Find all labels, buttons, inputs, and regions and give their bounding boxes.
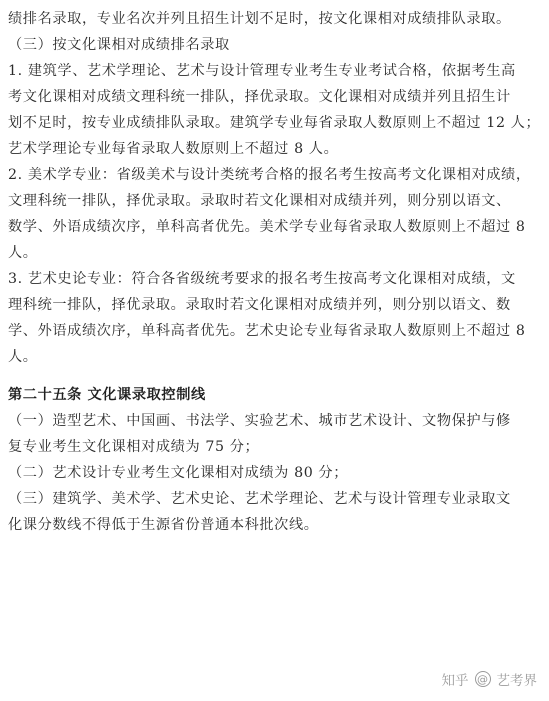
paragraph-line: 1. 建筑学、艺术学理论、艺术与设计管理专业考生专业考试合格，依据考生高 [8,63,516,79]
paragraph-line: 2. 美术学专业：省级美术与设计类统考合格的报名考生按高考文化课相对成绩， [8,167,531,183]
paragraph-line: 划不足时，按专业成绩排队录取。建筑学专业每省录取人数原则上不超过 12 人； [8,115,541,131]
paragraph-line: 人。 [8,349,38,365]
paragraph-line: 化课分数线不得低于生源省份普通本科批次线。 [8,517,319,533]
zhihu-watermark [442,669,538,689]
paragraph-line: （一）造型艺术、中国画、书法学、实验艺术、城市艺术设计、文物保护与修 [8,413,511,429]
paragraph-line: 数学、外语成绩次序，单科高者优先。美术学专业每省录取人数原则上不超过 8 [8,219,526,235]
subsection-heading: （三）按文化课相对成绩排名录取 [8,37,230,53]
watermark-author: 艺考界 [496,673,537,689]
paragraph-line: 艺术学理论专业每省录取人数原则上不超过 8 人。 [8,141,339,157]
paragraph-line: （二）艺术设计专业考生文化课相对成绩为 80 分； [8,465,349,481]
spacer [8,370,541,382]
section-title: 第二十五条 文化课录取控制线 [8,387,206,403]
paragraph-line: 考文化课相对成绩文理科统一排队，择优录取。文化课相对成绩并列且招生计 [8,89,511,105]
paragraph-line: 人。 [8,245,38,261]
at-icon: @ [475,671,491,687]
paragraph-line: （三）建筑学、美术学、艺术史论、艺术学理论、艺术与设计管理专业录取文 [8,491,511,507]
watermark-prefix: 知乎 [441,673,469,689]
paragraph-line: 学、外语成绩次序，单科高者优先。艺术史论专业每省录取人数原则上不超过 8 [8,323,526,339]
paragraph-line: 理科统一排队，择优录取。录取时若文化课相对成绩并列，则分别以语文、数 [8,297,511,313]
paragraph-line: 复专业考生文化课相对成绩为 75 分； [8,439,260,455]
paragraph-line: 文理科统一排队，择优录取。录取时若文化课相对成绩并列，则分别以语文、 [8,193,511,209]
paragraph-line: 3. 艺术史论专业：符合各省级统考要求的报名考生按高考文化课相对成绩，文 [8,271,516,287]
paragraph-line: 绩排名录取，专业名次并列且招生计划不足时，按文化课相对成绩排队录取。 [8,11,511,27]
